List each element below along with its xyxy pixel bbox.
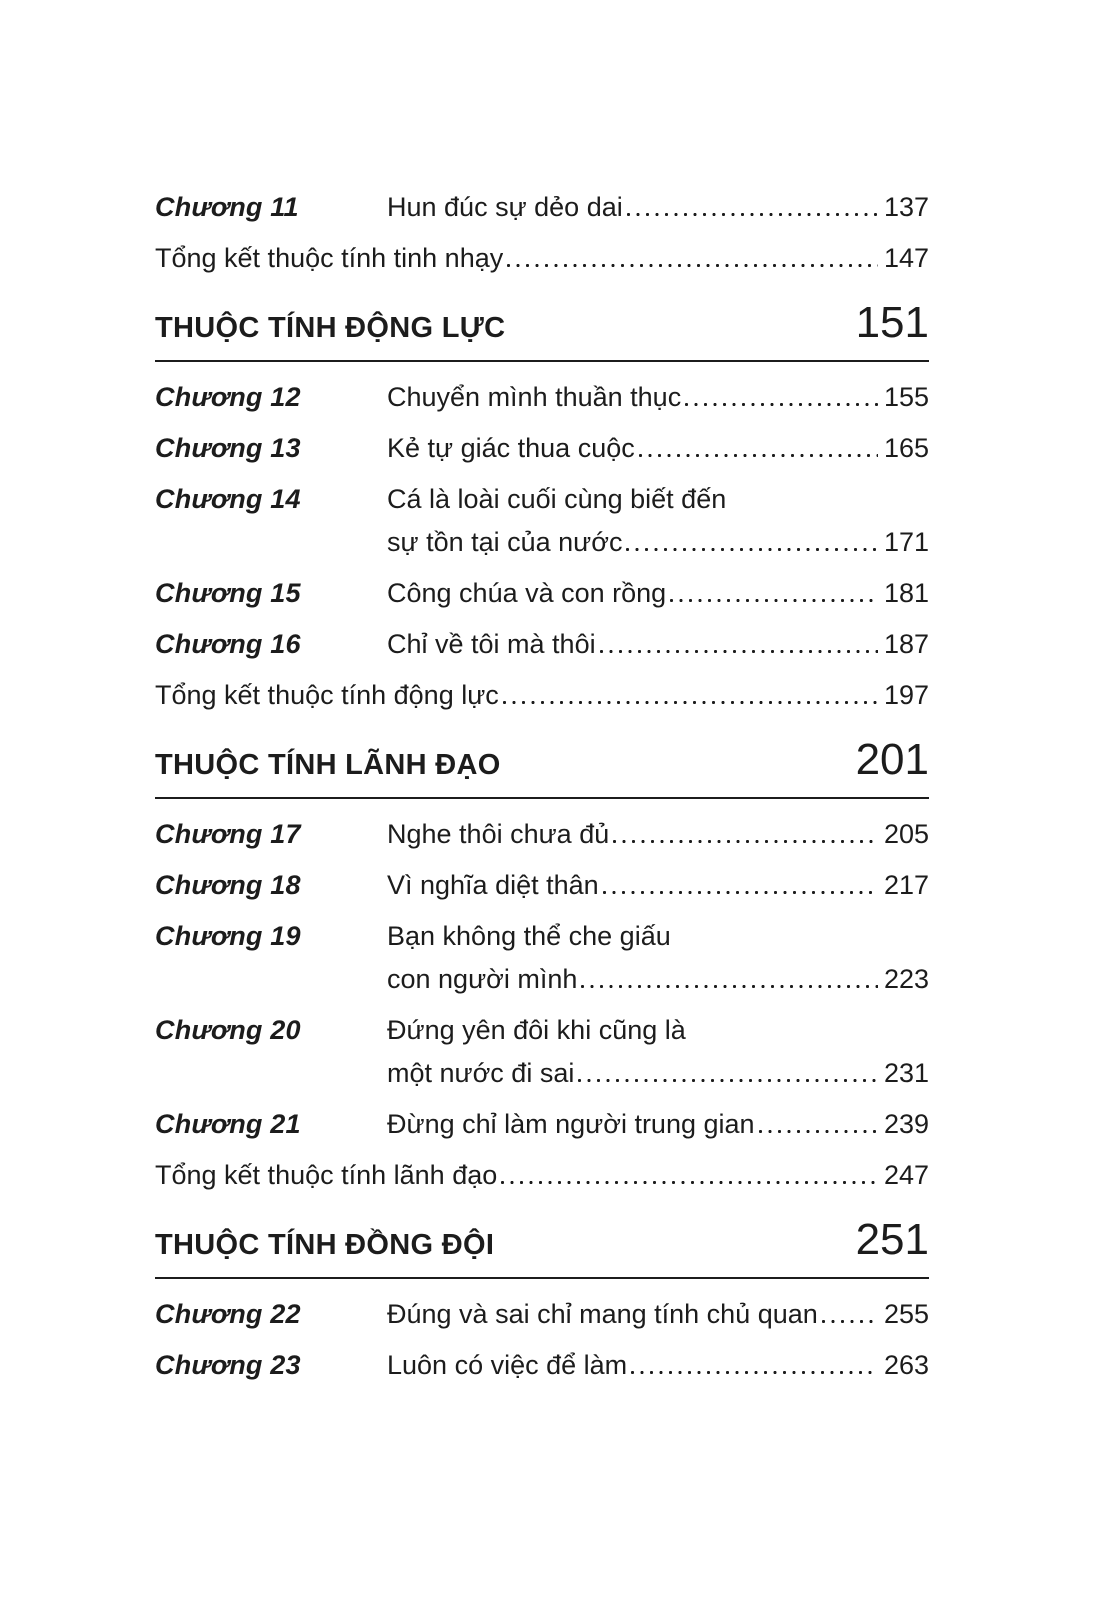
toc-entry <box>155 871 929 900</box>
toc-summary-entry <box>155 681 929 710</box>
toc-entry-line2 <box>155 1059 929 1088</box>
page-number: 263 <box>883 1350 929 1380</box>
section-page-number: 251 <box>855 1215 929 1264</box>
chapter-label: Chương 13 <box>155 433 301 463</box>
toc-entry-line1 <box>155 485 929 514</box>
dot-leader <box>578 1079 878 1082</box>
summary-title: Tổng kết thuộc tính lãnh đạo <box>155 1161 498 1190</box>
section-heading: THUỘC TÍNH ĐỘNG LỰC <box>155 312 506 344</box>
toc-summary-entry <box>155 244 929 273</box>
chapter-title: Đừng chỉ làm người trung gian <box>387 1110 755 1139</box>
chapter-title: Vì nghĩa diệt thân <box>387 871 599 900</box>
toc-entry-line2 <box>155 965 929 994</box>
chapter-title: Cá là loài cuối cùng biết đến <box>387 485 727 514</box>
toc-section-dong-doi <box>155 1217 929 1380</box>
page-number: 217 <box>883 870 929 900</box>
toc-entry <box>155 579 929 608</box>
page-number: 223 <box>883 964 929 994</box>
toc-section-lanh-dao <box>155 737 929 1190</box>
toc-entry <box>155 193 929 222</box>
dot-leader <box>639 454 878 457</box>
section-header <box>155 300 929 362</box>
toc-entry <box>155 820 929 849</box>
toc-summary-entry <box>155 1161 929 1190</box>
toc-entry-line1 <box>155 922 929 951</box>
chapter-label: Chương 16 <box>155 629 301 659</box>
toc-entry <box>155 434 929 463</box>
summary-title: Tổng kết thuộc tính động lực <box>155 681 499 710</box>
dot-leader <box>581 985 878 988</box>
chapter-label: Chương 23 <box>155 1350 301 1380</box>
chapter-label: Chương 12 <box>155 382 301 412</box>
chapter-title: Kẻ tự giác thua cuộc <box>387 434 635 463</box>
chapter-title: Luôn có việc để làm <box>387 1351 628 1380</box>
page-number: 205 <box>883 819 929 849</box>
toc-entry <box>155 1110 929 1139</box>
chapter-title: Đứng yên đôi khi cũng là <box>387 1016 686 1045</box>
page-number: 147 <box>883 243 929 273</box>
dot-leader <box>613 840 878 843</box>
page-number: 255 <box>883 1299 929 1329</box>
section-heading: THUỘC TÍNH ĐỒNG ĐỘI <box>155 1229 495 1261</box>
toc-entry <box>155 630 929 659</box>
chapter-title: Bạn không thể che giấu <box>387 922 671 951</box>
section-page-number: 201 <box>855 735 929 784</box>
page-number: 137 <box>883 192 929 222</box>
section-header <box>155 1217 929 1279</box>
toc-section-dong-luc <box>155 300 929 710</box>
toc-entry <box>155 383 929 412</box>
dot-leader <box>627 213 878 216</box>
chapter-label: Chương 14 <box>155 484 301 514</box>
dot-leader <box>501 1181 878 1184</box>
chapter-title-continued: sự tồn tại của nước <box>387 528 623 557</box>
dot-leader <box>626 548 877 551</box>
dot-leader <box>603 891 878 894</box>
toc-entry <box>155 1300 929 1329</box>
page-number: 181 <box>883 578 929 608</box>
dot-leader <box>631 1371 878 1374</box>
toc-entry <box>155 1351 929 1380</box>
dot-leader <box>600 650 878 653</box>
chapter-label: Chương 22 <box>155 1299 301 1329</box>
chapter-label: Chương 19 <box>155 921 301 951</box>
section-heading: THUỘC TÍNH LÃNH ĐẠO <box>155 749 501 781</box>
chapter-label: Chương 18 <box>155 870 301 900</box>
chapter-title: Chuyển mình thuần thục <box>387 383 682 412</box>
dot-leader <box>759 1130 878 1133</box>
chapter-title: Nghe thôi chưa đủ <box>387 820 610 849</box>
page-number: 171 <box>883 527 929 557</box>
dot-leader <box>685 403 878 406</box>
chapter-label: Chương 17 <box>155 819 301 849</box>
chapter-title-continued: một nước đi sai <box>387 1059 575 1088</box>
page-number: 197 <box>883 680 929 710</box>
dot-leader <box>507 264 878 267</box>
page-number: 187 <box>883 629 929 659</box>
toc-entry-line1 <box>155 1016 929 1045</box>
dot-leader <box>822 1320 878 1323</box>
page-number: 165 <box>883 433 929 463</box>
chapter-title: Công chúa và con rồng <box>387 579 667 608</box>
dot-leader <box>670 599 878 602</box>
chapter-label: Chương 21 <box>155 1109 301 1139</box>
summary-title: Tổng kết thuộc tính tinh nhạy <box>155 244 504 273</box>
chapter-title-continued: con người mình <box>387 965 578 994</box>
chapter-title: Chỉ về tôi mà thôi <box>387 630 596 659</box>
chapter-title: Hun đúc sự dẻo dai <box>387 193 623 222</box>
toc-entry-line2 <box>155 528 929 557</box>
chapter-label: Chương 20 <box>155 1015 301 1045</box>
chapter-label: Chương 15 <box>155 578 301 608</box>
page-number: 231 <box>883 1058 929 1088</box>
section-page-number: 151 <box>855 298 929 347</box>
chapter-label: Chương 11 <box>155 192 299 222</box>
page-number: 155 <box>883 382 929 412</box>
dot-leader <box>503 701 878 704</box>
chapter-title: Đúng và sai chỉ mang tính chủ quan <box>387 1300 818 1329</box>
page-number: 247 <box>883 1160 929 1190</box>
section-header <box>155 737 929 799</box>
page-number: 239 <box>883 1109 929 1139</box>
